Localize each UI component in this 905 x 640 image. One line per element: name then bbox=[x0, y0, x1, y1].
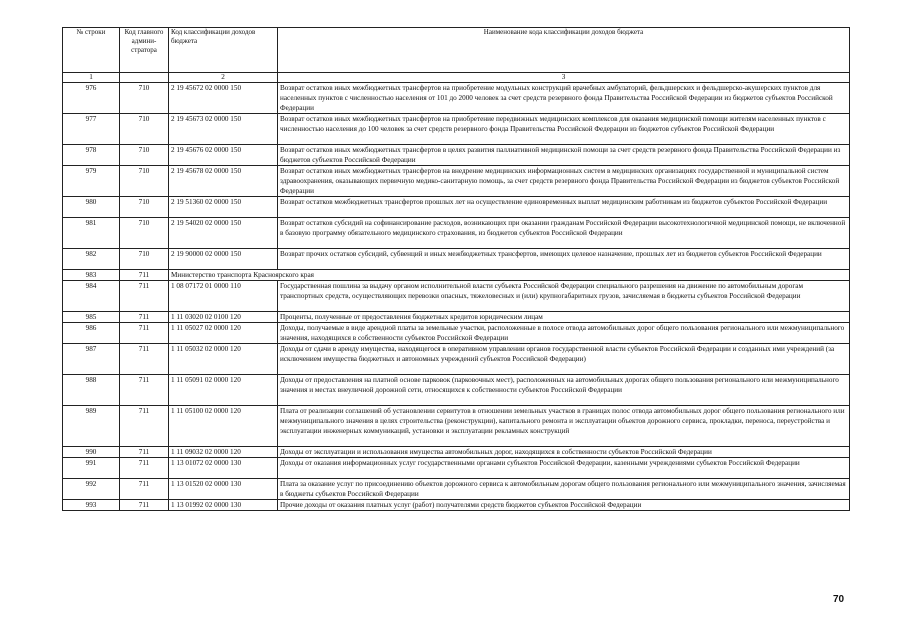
admin-code: 711 bbox=[120, 281, 169, 312]
classification-code: 2 19 45672 02 0000 150 bbox=[169, 83, 278, 114]
header-classification-code: Код классификации доходов бюджета bbox=[169, 28, 278, 73]
row-number: 988 bbox=[63, 375, 120, 406]
table-row bbox=[63, 344, 850, 375]
classification-name: Возврат остатков межбюджетных трансфертов прошлых лет на осуществление единовременных выплат медицинским работникам из бюджетов субъектов Российской Федерации bbox=[278, 197, 850, 218]
classification-name: Возврат остатков иных межбюджетных трансфертов на приобретение модульных конструкций врачебных амбулаторий, фельдшерских и фельдшерско-акушерских пунктов для населенных пунктов с численностью населения от 101 до 2000 человек за счет средств резервного фонда Правительства Российской Федерации из бюджетов субъектов Российской Федерации bbox=[278, 83, 850, 114]
classification-code: 1 13 01072 02 0000 130 bbox=[169, 458, 278, 479]
classification-name: Доходы, получаемые в виде арендной платы за земельные участки, расположенные в полосе отвода автомобильных дорог общего пользования регионального или межмуниципального значения, находящихся в собственности субъектов Российской Федерации bbox=[278, 323, 850, 344]
column-number: 2 bbox=[169, 73, 278, 83]
row-number: 980 bbox=[63, 197, 120, 218]
table-row bbox=[63, 281, 850, 312]
row-number: 985 bbox=[63, 312, 120, 323]
row-number: 978 bbox=[63, 145, 120, 166]
table-row bbox=[63, 406, 850, 447]
admin-code: 710 bbox=[120, 197, 169, 218]
table-row bbox=[63, 83, 850, 114]
classification-code: 1 11 05100 02 0000 120 bbox=[169, 406, 278, 447]
column-number: 1 bbox=[63, 73, 120, 83]
table-header-row bbox=[63, 28, 850, 73]
classification-code: 1 11 05032 02 0000 120 bbox=[169, 344, 278, 375]
classification-name: Доходы от предоставления на платной основе парковок (парковочных мест), расположенных на автомобильных дорогах общего пользования регионального или межмуниципального значения и местах внеуличной дорожной сети, относящихся к собственности субъектов Российской Федерации bbox=[278, 375, 850, 406]
table-row bbox=[63, 479, 850, 500]
admin-code: 711 bbox=[120, 323, 169, 344]
table-row bbox=[63, 249, 850, 270]
classification-code: 1 11 03020 02 0100 120 bbox=[169, 312, 278, 323]
row-number: 986 bbox=[63, 323, 120, 344]
table-row bbox=[63, 500, 850, 511]
classification-code: 2 19 45676 02 0000 150 bbox=[169, 145, 278, 166]
admin-code: 711 bbox=[120, 406, 169, 447]
row-number: 981 bbox=[63, 218, 120, 249]
classification-code: 2 19 51360 02 0000 150 bbox=[169, 197, 278, 218]
classification-name: Возврат остатков иных межбюджетных трансфертов на приобретение передвижных медицинских комплексов для оказания медицинской помощи жителям населенных пунктов с численностью населения до 100 человек за счет средств резервного фонда Правительства Российской Федерации из бюджетов субъектов Российской Федерации bbox=[278, 114, 850, 145]
column-numbering-row bbox=[63, 73, 850, 83]
classification-code: 2 19 45673 02 0000 150 bbox=[169, 114, 278, 145]
column-number: 3 bbox=[278, 73, 850, 83]
table-row bbox=[63, 312, 850, 323]
table-row bbox=[63, 447, 850, 458]
row-number: 989 bbox=[63, 406, 120, 447]
row-number: 983 bbox=[63, 270, 120, 281]
admin-code: 711 bbox=[120, 479, 169, 500]
classification-name: Прочие доходы от оказания платных услуг (работ) получателями средств бюджетов субъектов Российской Федерации bbox=[278, 500, 850, 511]
row-number: 993 bbox=[63, 500, 120, 511]
classification-name: Возврат остатков иных межбюджетных трансфертов в целях развития паллиативной медицинской помощи за счет средств резервного фонда Правительства Российской Федерации из бюджетов субъектов Российской Федерации bbox=[278, 145, 850, 166]
admin-code: 711 bbox=[120, 447, 169, 458]
classification-code: 1 11 05027 02 0000 120 bbox=[169, 323, 278, 344]
classification-code: 1 11 09032 02 0000 120 bbox=[169, 447, 278, 458]
row-number: 990 bbox=[63, 447, 120, 458]
table-row bbox=[63, 375, 850, 406]
table-row bbox=[63, 197, 850, 218]
table-row-section bbox=[63, 270, 850, 281]
page-number: 70 bbox=[833, 594, 845, 605]
classification-code: 2 19 54020 02 0000 150 bbox=[169, 218, 278, 249]
table-row bbox=[63, 218, 850, 249]
classification-code: 1 13 01520 02 0000 130 bbox=[169, 479, 278, 500]
row-number: 984 bbox=[63, 281, 120, 312]
budget-classification-table bbox=[62, 27, 850, 511]
admin-code: 710 bbox=[120, 166, 169, 197]
admin-code: 710 bbox=[120, 145, 169, 166]
classification-name: Плата от реализации соглашений об установлении сервитутов в отношении земельных участков в границах полос отвода автомобильных дорог общего пользования регионального или межмуниципального значения в целях строительства (реконструкции), капитального ремонта и эксплуатации объектов дорожного сервиса, прокладки, переноса, переустройства и эксплуатации инженерных коммуникаций, установки и эксплуатации рекламных конструкций bbox=[278, 406, 850, 447]
classification-code: 1 08 07172 01 0000 110 bbox=[169, 281, 278, 312]
classification-code: 1 11 05091 02 0000 120 bbox=[169, 375, 278, 406]
row-number: 979 bbox=[63, 166, 120, 197]
admin-code: 711 bbox=[120, 500, 169, 511]
admin-code: 710 bbox=[120, 83, 169, 114]
admin-code: 711 bbox=[120, 458, 169, 479]
admin-code: 711 bbox=[120, 375, 169, 406]
table-row bbox=[63, 323, 850, 344]
classification-name: Проценты, полученные от предоставления бюджетных кредитов юридическим лицам bbox=[278, 312, 850, 323]
row-number: 976 bbox=[63, 83, 120, 114]
table-row bbox=[63, 114, 850, 145]
classification-code: 2 19 90000 02 0000 150 bbox=[169, 249, 278, 270]
row-number: 992 bbox=[63, 479, 120, 500]
row-number: 982 bbox=[63, 249, 120, 270]
classification-name: Доходы от эксплуатации и использования имущества автомобильных дорог, находящихся в собственности субъектов Российской Федерации bbox=[278, 447, 850, 458]
row-number: 977 bbox=[63, 114, 120, 145]
header-admin-code: Код главного админи-стратора bbox=[120, 28, 169, 73]
classification-name: Государственная пошлина за выдачу органом исполнительной власти субъекта Российской Федерации специального разрешения на движение по автомобильным дорогам транспортных средств, осуществляющих перевозки опасных, тяжеловесных и (или) крупногабаритных грузов, зачисляемая в бюджеты субъектов Российской Федерации bbox=[278, 281, 850, 312]
administrator-name: Министерство транспорта Красноярского края bbox=[169, 270, 850, 281]
admin-code: 711 bbox=[120, 344, 169, 375]
table-row bbox=[63, 166, 850, 197]
row-number: 991 bbox=[63, 458, 120, 479]
table-row bbox=[63, 145, 850, 166]
header-row-number: № строки bbox=[63, 28, 120, 73]
admin-code: 711 bbox=[120, 312, 169, 323]
classification-name: Возврат остатков иных межбюджетных трансфертов на внедрение медицинских информационных систем в медицинских организациях государственной и муниципальной систем здравоохранения, оказывающих первичную медико-санитарную помощь, за счет средств резервного фонда Правительства Российской Федерации из бюджетов субъектов Российской Федерации bbox=[278, 166, 850, 197]
classification-code: 2 19 45678 02 0000 150 bbox=[169, 166, 278, 197]
admin-code: 710 bbox=[120, 249, 169, 270]
admin-code: 710 bbox=[120, 114, 169, 145]
classification-name: Плата за оказание услуг по присоединению объектов дорожного сервиса к автомобильным дорогам общего пользования регионального или межмуниципального значения, зачисляемая в бюджеты субъектов Российской Федерации bbox=[278, 479, 850, 500]
admin-code: 711 bbox=[120, 270, 169, 281]
classification-name: Доходы от сдачи в аренду имущества, находящегося в оперативном управлении органов государственной власти субъектов Российской Федерации и созданных ими учреждений (за исключением имущества бюджетных и автономных учреждений субъектов Российской Федерации) bbox=[278, 344, 850, 375]
row-number: 987 bbox=[63, 344, 120, 375]
classification-name: Возврат остатков субсидий на софинансирование расходов, возникающих при оказании гражданам Российской Федерации высокотехнологичной медицинской помощи, не включенной в базовую программу обязательного медицинского страхования, из бюджетов субъектов Российской Федерации bbox=[278, 218, 850, 249]
header-classification-name: Наименование кода классификации доходов бюджета bbox=[278, 28, 850, 73]
classification-name: Возврат прочих остатков субсидий, субвенций и иных межбюджетных трансфертов, имеющих целевое назначение, прошлых лет из бюджетов субъектов Российской Федерации bbox=[278, 249, 850, 270]
admin-code: 710 bbox=[120, 218, 169, 249]
classification-name: Доходы от оказания информационных услуг государственными органами субъектов Российской Федерации, казенными учреждениями субъектов Российской Федерации bbox=[278, 458, 850, 479]
classification-code: 1 13 01992 02 0000 130 bbox=[169, 500, 278, 511]
table-row bbox=[63, 458, 850, 479]
